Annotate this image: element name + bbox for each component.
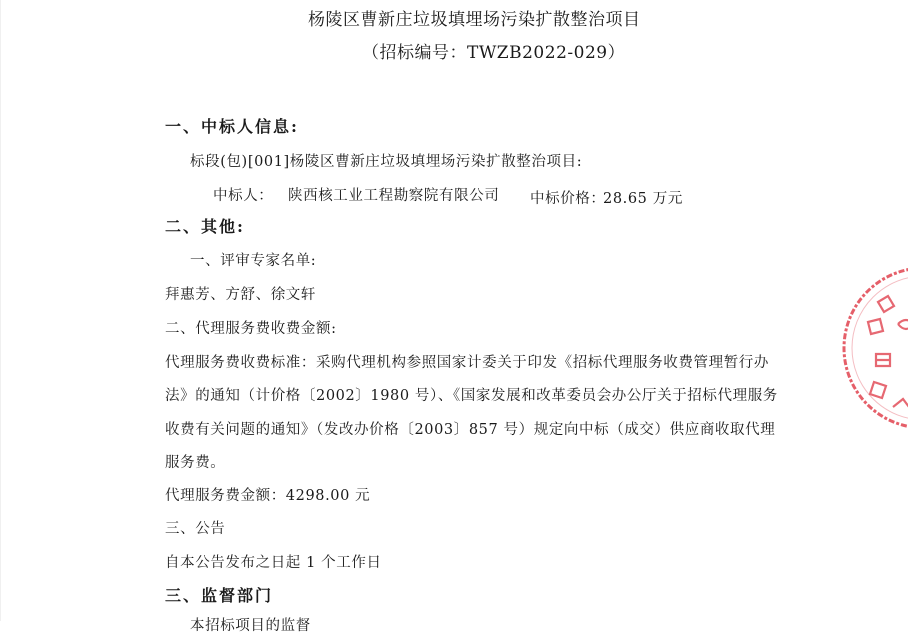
price-label: 中标价格： <box>530 191 606 207</box>
scan-edge <box>0 0 1 621</box>
winner-label: 中标人： <box>213 188 274 204</box>
price-value: 28.65 万元 <box>603 191 683 207</box>
section-other-heading: 二、其他: <box>165 217 245 236</box>
fee-standard-line: 服务费。 <box>165 455 226 471</box>
notice-text: 自本公告发布之日起 1 个工作日 <box>165 555 382 571</box>
lot-line: 标段(包)[001]杨陵区曹新庄垃圾填埋场污染扩散整治项目: <box>190 154 583 170</box>
supervision-partial-line: 本招标项目的监督 <box>190 618 311 634</box>
section-winner-heading: 一、中标人信息: <box>165 117 299 136</box>
document-title: 杨陵区曹新庄垃圾填埋场污染扩散整治项目 <box>308 10 641 30</box>
fee-heading: 二、代理服务费收费金额: <box>165 321 337 337</box>
winner-name: 陕西核工业工程勘察院有限公司 <box>288 188 500 204</box>
tender-number: （招标编号：TWZB2022-029） <box>362 43 626 63</box>
fee-standard-line: 法》的通知（计价格〔2002〕1980 号）、《国家发展和改革委员会办公厅关于招标代理服务 <box>165 388 778 404</box>
fee-standard-line: 代理服务费收费标准：采购代理机构参照国家计委关于印发《招标代理服务收费管理暂行办 <box>165 355 769 371</box>
fee-standard-line: 收费有关问题的通知》（发改办价格〔2003〕857 号）规定向中标（成交）供应商收取代理 <box>165 422 776 438</box>
experts-list: 拜惠芳、方舒、徐文轩 <box>165 287 316 303</box>
official-seal <box>838 262 908 432</box>
experts-heading: 一、评审专家名单: <box>190 253 317 269</box>
fee-amount: 代理服务费金额：4298.00 元 <box>165 488 371 504</box>
notice-heading: 三、公告 <box>165 521 226 537</box>
section-supervision-heading: 三、监督部门 <box>165 586 274 605</box>
